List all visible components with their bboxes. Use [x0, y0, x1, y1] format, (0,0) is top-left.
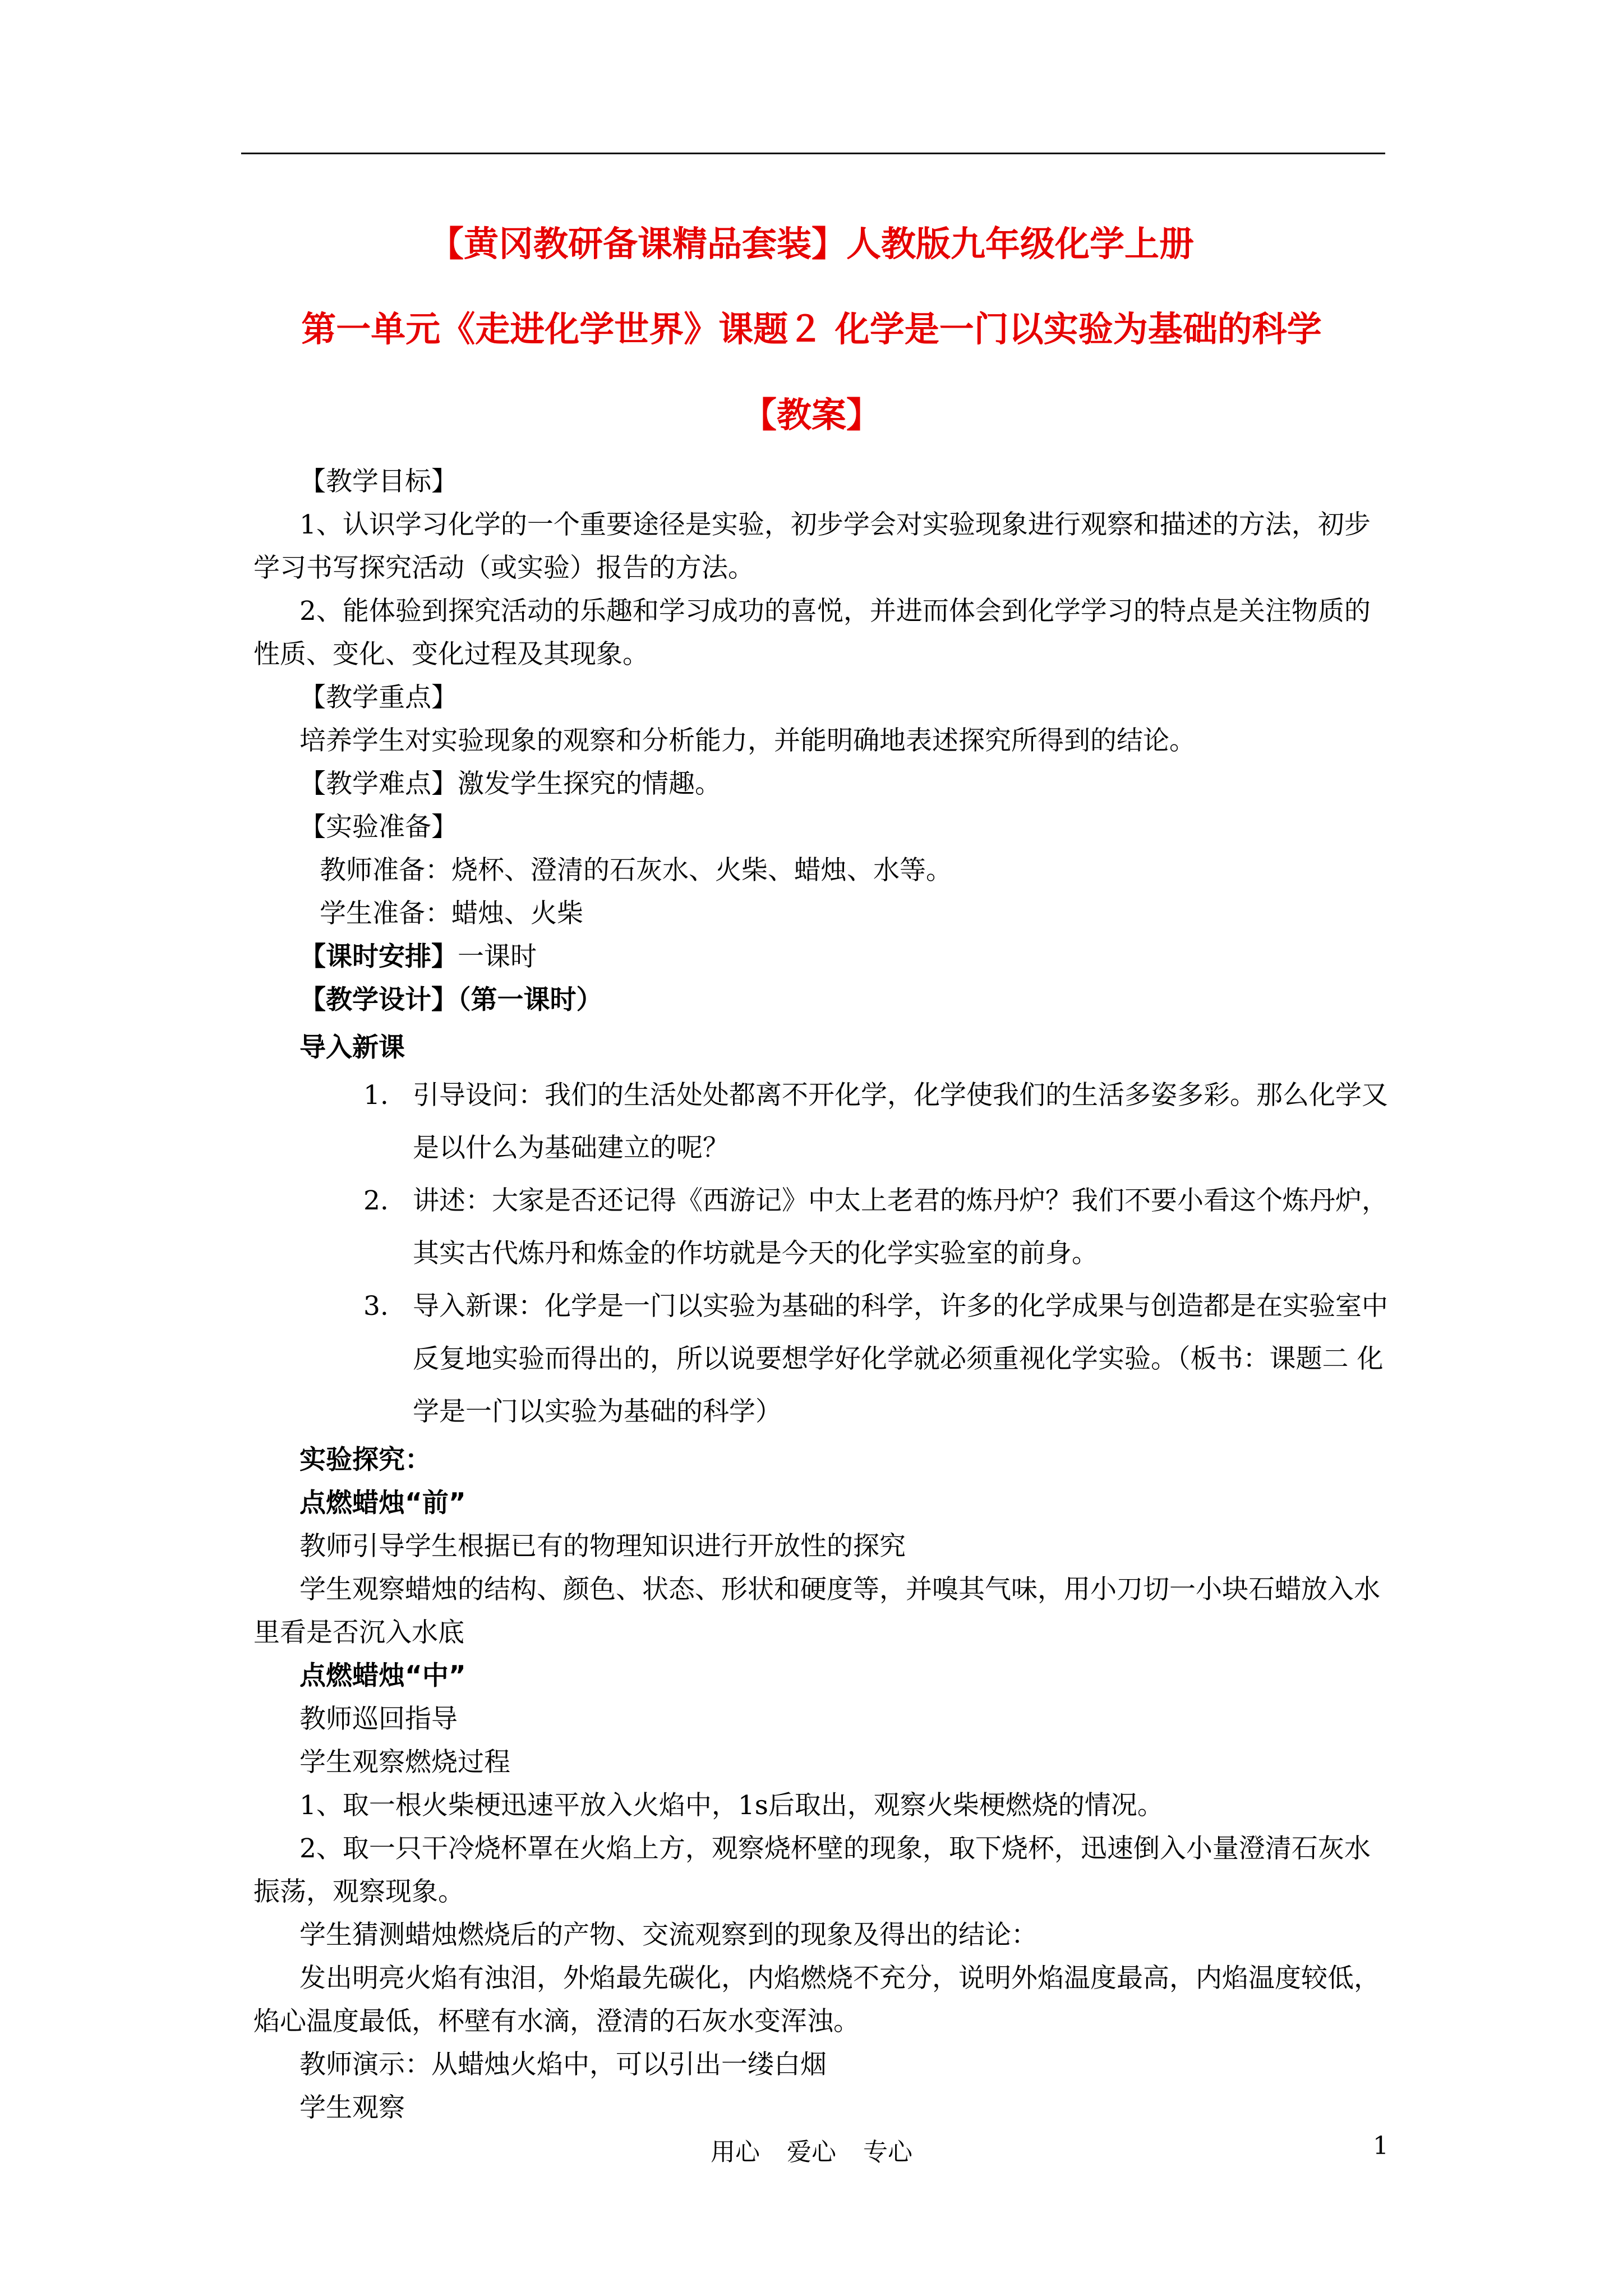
list-item: [253, 1175, 1392, 1280]
goal-1: 1、认识学习化学的一个重要途径是实验，初步学会对实验现象进行观察和描述的方法，初步学习书写探究活动（或实验）报告的方法。: [253, 509, 1371, 583]
title-line-3: 【教案】: [741, 394, 881, 435]
list-item: [253, 1280, 1392, 1438]
schedule-label: 【课时安排】: [299, 941, 458, 972]
conclusion: 发出明亮火焰有浊泪，外焰最先碳化，内焰燃烧不充分，说明外焰温度最高，内焰温度较低，焰心温度最低，杯壁有水滴，澄清的石灰水变浑浊。: [253, 1963, 1380, 2037]
document-body: [253, 460, 1392, 2129]
before-heading: 点燃蜡烛“前”: [299, 1488, 466, 1519]
goal-2: 2、能体验到探究活动的乐趣和学习成功的喜悦，并进而体会到化学学习的特点是关注物质的性质、变化、变化过程及其现象。: [253, 596, 1371, 670]
page-number: 1: [1373, 2132, 1389, 2160]
guess: 学生猜测蜡烛燃烧后的产物、交流观察到的现象及得出的结论：: [299, 1920, 1038, 1950]
during-teacher: 教师巡回指导: [299, 1704, 458, 1734]
title-line-1: 【黄冈教研备课精品套装】人教版九年级化学上册: [428, 223, 1194, 264]
list-item-text: 导入新课：化学是一门以实验为基础的科学，许多的化学成果与创造都是在实验室中反复地实验而得出的，所以说要想学好化学就必须重视化学实验。（板书：课题二 化学是一门以实验为基础的科学）: [413, 1291, 1388, 1427]
footer-word: 专心: [863, 2138, 912, 2166]
title-line-2: 第一单元《走进化学世界》课题２ 化学是一门以实验为基础的科学: [301, 309, 1322, 349]
during-step-1: 1、取一根火柴梗迅速平放入火焰中，1s后取出，观察火柴梗燃烧的情况。: [299, 1790, 1164, 1821]
list-item-text: 引导设问：我们的生活处处都离不开化学，化学使我们的生活多姿多彩。那么化学又是以什么为基础建立的呢？: [413, 1080, 1388, 1163]
explore-heading: 实验探究：: [299, 1444, 431, 1475]
footer-word: 爱心: [787, 2138, 836, 2166]
during-heading: 点燃蜡烛“中”: [299, 1660, 466, 1691]
difficulty: 【教学难点】激发学生探究的情趣。: [299, 769, 721, 799]
key-text: 培养学生对实验现象的观察和分析能力，并能明确地表述探究所得到的结论。: [299, 725, 1196, 756]
prep-heading: 【实验准备】: [299, 812, 458, 843]
intro-heading: 导入新课: [299, 1032, 405, 1063]
list-item-number: 1.: [363, 1080, 389, 1111]
list-item-text: 讲述：大家是否还记得《西游记》中太上老君的炼丹炉？我们不要小看这个炼丹炉，其实古代炼丹和炼金的作坊就是今天的化学实验室的前身。: [413, 1185, 1388, 1269]
intro-list: [253, 1069, 1392, 1438]
schedule-value: 一课时: [458, 941, 537, 972]
design-label: 【教学设计】（第一课时）: [299, 984, 603, 1015]
during-step-2: 2、取一只干冷烧杯罩在火焰上方，观察烧杯壁的现象，取下烧杯，迅速倒入小量澄清石灰水振荡，观察现象。: [253, 1833, 1371, 1907]
list-item-number: 2.: [363, 1185, 389, 1216]
student-observe: 学生观察: [299, 2092, 405, 2123]
before-student: 学生观察蜡烛的结构、颜色、状态、形状和硬度等，并嗅其气味，用小刀切一小块石蜡放入水里看是否沉入水底: [253, 1574, 1380, 1648]
before-teacher: 教师引导学生根据已有的物理知识进行开放性的探究: [299, 1531, 906, 1562]
teacher-demo: 教师演示：从蜡烛火焰中，可以引出一缕白烟: [299, 2049, 827, 2080]
key-heading: 【教学重点】: [299, 682, 458, 713]
prep-teacher: 教师准备：烧杯、澄清的石灰水、火柴、蜡烛、水等。: [320, 855, 952, 886]
footer-word: 用心: [711, 2138, 760, 2166]
during-student: 学生观察燃烧过程: [299, 1747, 510, 1778]
header-rule: [241, 153, 1385, 154]
schedule-line: [253, 935, 1392, 978]
goal-heading: 【教学目标】: [299, 466, 458, 497]
list-item-number: 3.: [363, 1291, 389, 1322]
list-item: [253, 1069, 1392, 1175]
prep-student: 学生准备：蜡烛、火柴: [320, 898, 583, 929]
